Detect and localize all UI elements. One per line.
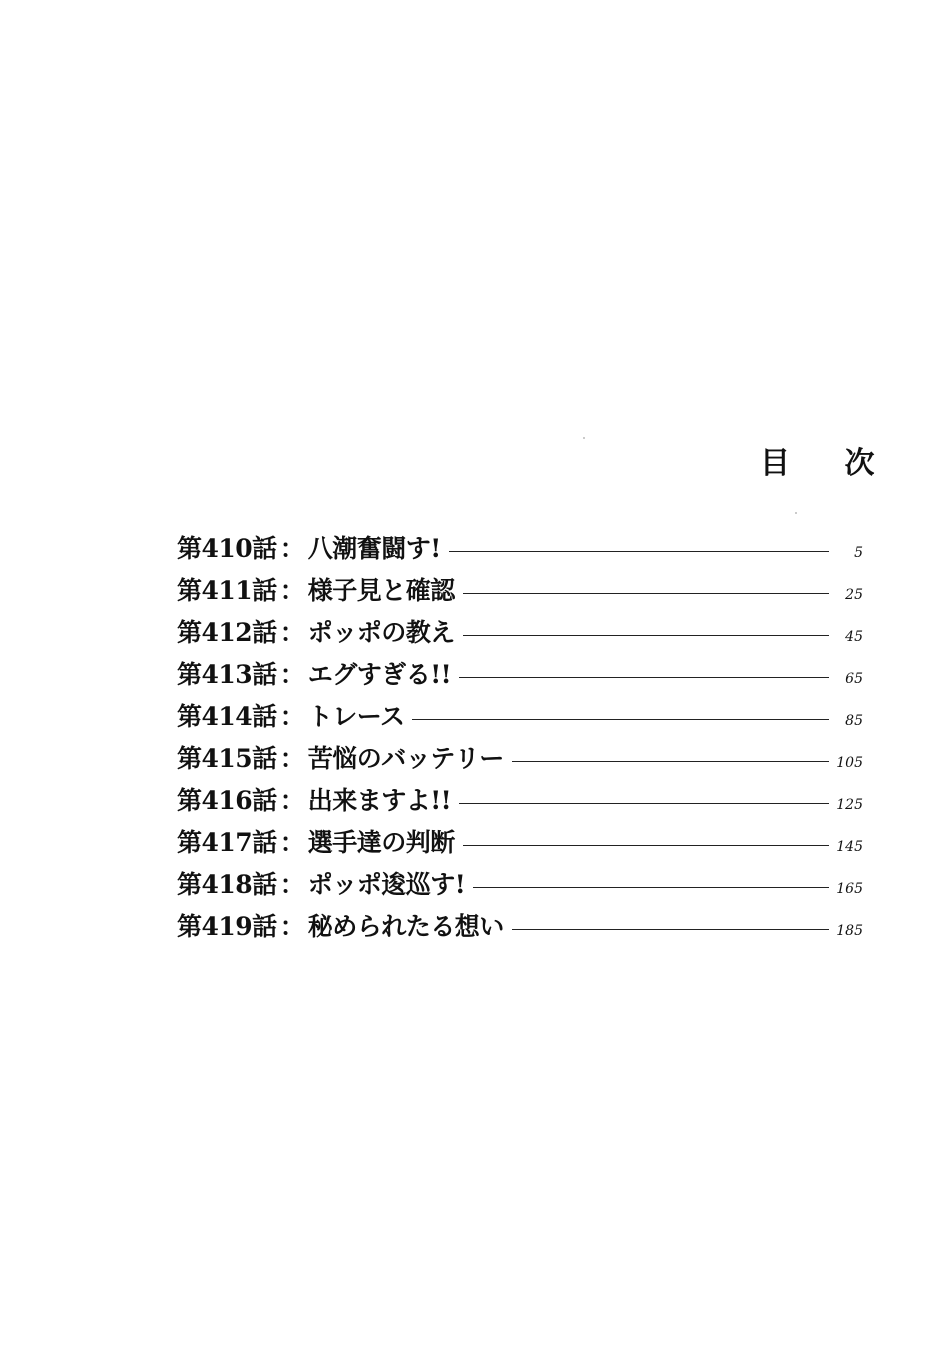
page-number: 185 — [836, 923, 863, 939]
toc-entry[interactable] — [177, 738, 863, 780]
page-number: 165 — [836, 881, 863, 897]
page-number: 25 — [845, 587, 863, 603]
chapter-number: 第412話 — [177, 618, 277, 647]
page-number: 85 — [845, 713, 863, 729]
chapter-number: 第418話 — [177, 870, 277, 899]
chapter-title: 秘められたる想い — [307, 912, 504, 941]
chapter-separator: ： — [279, 744, 305, 773]
leader-line — [473, 887, 829, 888]
chapter-separator: ： — [279, 828, 305, 857]
leader-line — [459, 803, 829, 804]
chapter-separator: ： — [279, 660, 305, 689]
chapter-number: 第411話 — [177, 576, 277, 605]
toc-entry[interactable] — [177, 906, 863, 948]
chapter-number: 第414話 — [177, 702, 277, 731]
chapter-title: 選手達の判断 — [307, 828, 455, 857]
toc-entry[interactable] — [177, 612, 863, 654]
toc-heading: 目 次 — [760, 446, 897, 481]
leader-line — [463, 845, 829, 846]
toc-list — [177, 528, 863, 948]
chapter-title: ポッポ逡巡す! — [307, 870, 466, 899]
chapter-number: 第419話 — [177, 912, 277, 941]
leader-line — [512, 761, 829, 762]
chapter-separator: ： — [279, 618, 305, 647]
leader-line — [412, 719, 829, 720]
chapter-title: エグすぎる!! — [307, 660, 452, 689]
chapter-title: 出来ますよ!! — [307, 786, 452, 815]
chapter-title: 様子見と確認 — [307, 576, 455, 605]
chapter-separator: ： — [279, 576, 305, 605]
toc-entry[interactable] — [177, 822, 863, 864]
leader-line — [449, 551, 829, 552]
leader-line — [463, 593, 829, 594]
print-speck — [795, 512, 797, 514]
chapter-title: 苦悩のバッテリー — [307, 744, 504, 773]
chapter-title: トレース — [307, 702, 405, 731]
page-number: 105 — [836, 755, 863, 771]
leader-line — [463, 635, 829, 636]
chapter-number: 第410話 — [177, 534, 277, 563]
page-number: 5 — [854, 545, 863, 561]
leader-line — [512, 929, 829, 930]
leader-line — [459, 677, 829, 678]
toc-entry[interactable] — [177, 654, 863, 696]
toc-entry[interactable] — [177, 696, 863, 738]
chapter-number: 第416話 — [177, 786, 277, 815]
chapter-separator: ： — [279, 534, 305, 563]
page-number: 45 — [845, 629, 863, 645]
chapter-separator: ： — [279, 786, 305, 815]
toc-entry[interactable] — [177, 780, 863, 822]
print-speck — [583, 437, 585, 439]
chapter-number: 第417話 — [177, 828, 277, 857]
page-number: 125 — [836, 797, 863, 813]
chapter-number: 第415話 — [177, 744, 277, 773]
chapter-separator: ： — [279, 870, 305, 899]
toc-entry[interactable] — [177, 570, 863, 612]
toc-entry[interactable] — [177, 864, 863, 906]
page-number: 65 — [845, 671, 863, 687]
chapter-number: 第413話 — [177, 660, 277, 689]
toc-entry[interactable] — [177, 528, 863, 570]
chapter-title: ポッポの教え — [307, 618, 455, 647]
chapter-separator: ： — [279, 702, 305, 731]
chapter-separator: ： — [279, 912, 305, 941]
chapter-title: 八潮奮闘す! — [307, 534, 441, 563]
page-number: 145 — [836, 839, 863, 855]
